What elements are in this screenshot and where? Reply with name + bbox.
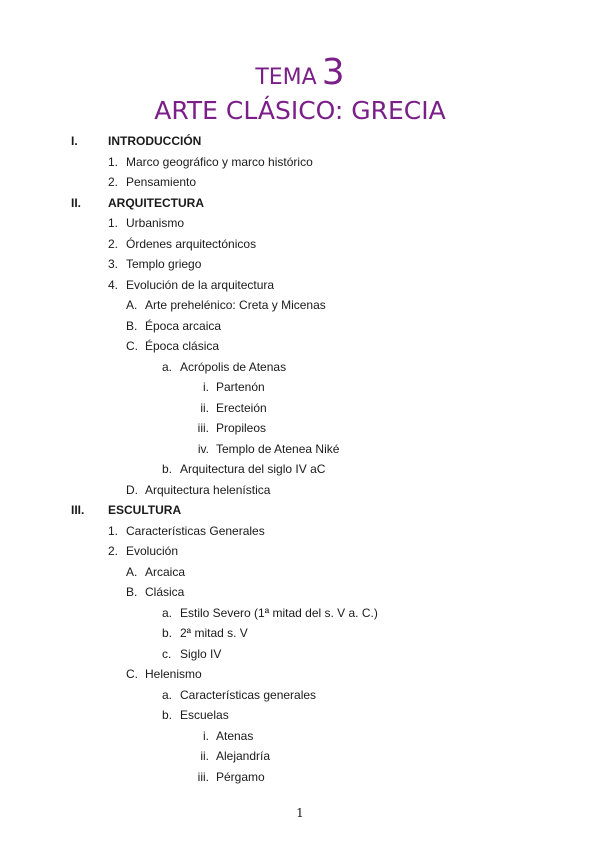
outline-marker: II. [71, 196, 82, 210]
outline-item [0, 748, 600, 764]
outline-marker: 1. [108, 155, 119, 169]
outline-text: Propileos [216, 421, 267, 435]
outline-text: Características Generales [126, 524, 265, 538]
outline-text: Partenón [216, 380, 265, 394]
outline-text: Arte prehelénico: Creta y Micenas [145, 298, 326, 312]
outline-marker: ii. [200, 749, 209, 763]
outline-item [0, 666, 600, 682]
outline-text: Templo griego [126, 257, 202, 271]
outline-text: Época clásica [145, 339, 220, 353]
outline-text: Templo de Atenea Niké [216, 442, 340, 456]
outline-marker: i. [203, 380, 209, 394]
outline-marker: b. [162, 462, 173, 476]
document-title: ARTE CLÁSICO: GRECIA [154, 96, 446, 125]
outline-item [0, 584, 600, 600]
outline-text: Erecteión [216, 401, 267, 415]
outline-item [0, 502, 600, 518]
outline-item [0, 338, 600, 354]
outline-text: INTRODUCCIÓN [108, 134, 202, 148]
outline-marker: III. [71, 503, 85, 517]
outline-item [0, 687, 600, 703]
outline-marker: 1. [108, 216, 119, 230]
outline-text: Características generales [180, 688, 317, 702]
outline-marker: 2. [108, 175, 119, 189]
outline-text: ARQUITECTURA [108, 196, 204, 210]
outline-marker: c. [162, 647, 172, 661]
outline-marker: b. [162, 708, 173, 722]
outline-text: ESCULTURA [108, 503, 182, 517]
outline-item [0, 564, 600, 580]
outline-marker: ii. [200, 401, 209, 415]
outline-text: Escuelas [180, 708, 229, 722]
outline-text: Marco geográfico y marco histórico [126, 155, 313, 169]
outline-item [0, 215, 600, 231]
outline-item [0, 482, 600, 498]
outline-marker: a. [162, 606, 173, 620]
outline-item [0, 707, 600, 723]
outline-text: Siglo IV [180, 647, 222, 661]
page-number: 1 [296, 806, 304, 820]
outline-item [0, 441, 600, 457]
outline-item [0, 523, 600, 539]
outline-item [0, 605, 600, 621]
outline-text: Arquitectura del siglo IV aC [180, 462, 326, 476]
outline-item [0, 236, 600, 252]
outline-text: Atenas [216, 729, 254, 743]
outline-text: Época arcaica [145, 319, 222, 333]
outline-text: Estilo Severo (1ª mitad del s. V a. C.) [180, 606, 378, 620]
outline-text: Arcaica [145, 565, 186, 579]
outline-text: Pérgamo [216, 770, 265, 784]
outline-marker: I. [71, 134, 78, 148]
outline-item [0, 728, 600, 744]
outline-marker: a. [162, 360, 173, 374]
outline-marker: B. [126, 319, 138, 333]
outline-marker: A. [126, 565, 138, 579]
outline-marker: b. [162, 626, 173, 640]
outline-text: Urbanismo [126, 216, 185, 230]
outline-text: Helenismo [145, 667, 202, 681]
outline-text: Alejandría [216, 749, 271, 763]
outline-marker: iii. [197, 421, 209, 435]
outline-item [0, 769, 600, 785]
outline-marker: B. [126, 585, 138, 599]
outline-marker: C. [126, 339, 138, 353]
outline-marker: 4. [108, 278, 119, 292]
outline-item [0, 195, 600, 211]
outline-marker: iv. [197, 442, 209, 456]
tema-word: TEMA [255, 65, 317, 90]
outline-text: 2ª mitad s. V [180, 626, 248, 640]
outline-marker: 2. [108, 237, 119, 251]
tema-number: 3 [321, 52, 345, 93]
outline-marker: 3. [108, 257, 119, 271]
outline-text: Órdenes arquitectónicos [126, 237, 257, 251]
outline-item [0, 400, 600, 416]
outline-item [0, 420, 600, 436]
outline-item [0, 133, 600, 149]
outline-text: Evolución de la arquitectura [126, 278, 275, 292]
outline-item [0, 379, 600, 395]
outline-text: Arquitectura helenística [145, 483, 271, 497]
outline-text: Clásica [145, 585, 185, 599]
tema-heading [0, 52, 600, 93]
outline-item [0, 256, 600, 272]
outline-item [0, 297, 600, 313]
outline-item [0, 461, 600, 477]
outline-marker: D. [126, 483, 138, 497]
outline-marker: C. [126, 667, 138, 681]
outline-item [0, 646, 600, 662]
outline-marker: iii. [197, 770, 209, 784]
outline-marker: 1. [108, 524, 119, 538]
outline-item [0, 625, 600, 641]
outline-marker: 2. [108, 544, 119, 558]
outline-text: Pensamiento [126, 175, 197, 189]
outline-item [0, 154, 600, 170]
outline-item [0, 318, 600, 334]
outline-item [0, 359, 600, 375]
outline-marker: A. [126, 298, 138, 312]
outline-item [0, 277, 600, 293]
outline-marker: a. [162, 688, 173, 702]
outline-text: Acrópolis de Atenas [180, 360, 287, 374]
outline-marker: i. [203, 729, 209, 743]
outline-text: Evolución [126, 544, 179, 558]
outline-item [0, 174, 600, 190]
outline-item [0, 543, 600, 559]
